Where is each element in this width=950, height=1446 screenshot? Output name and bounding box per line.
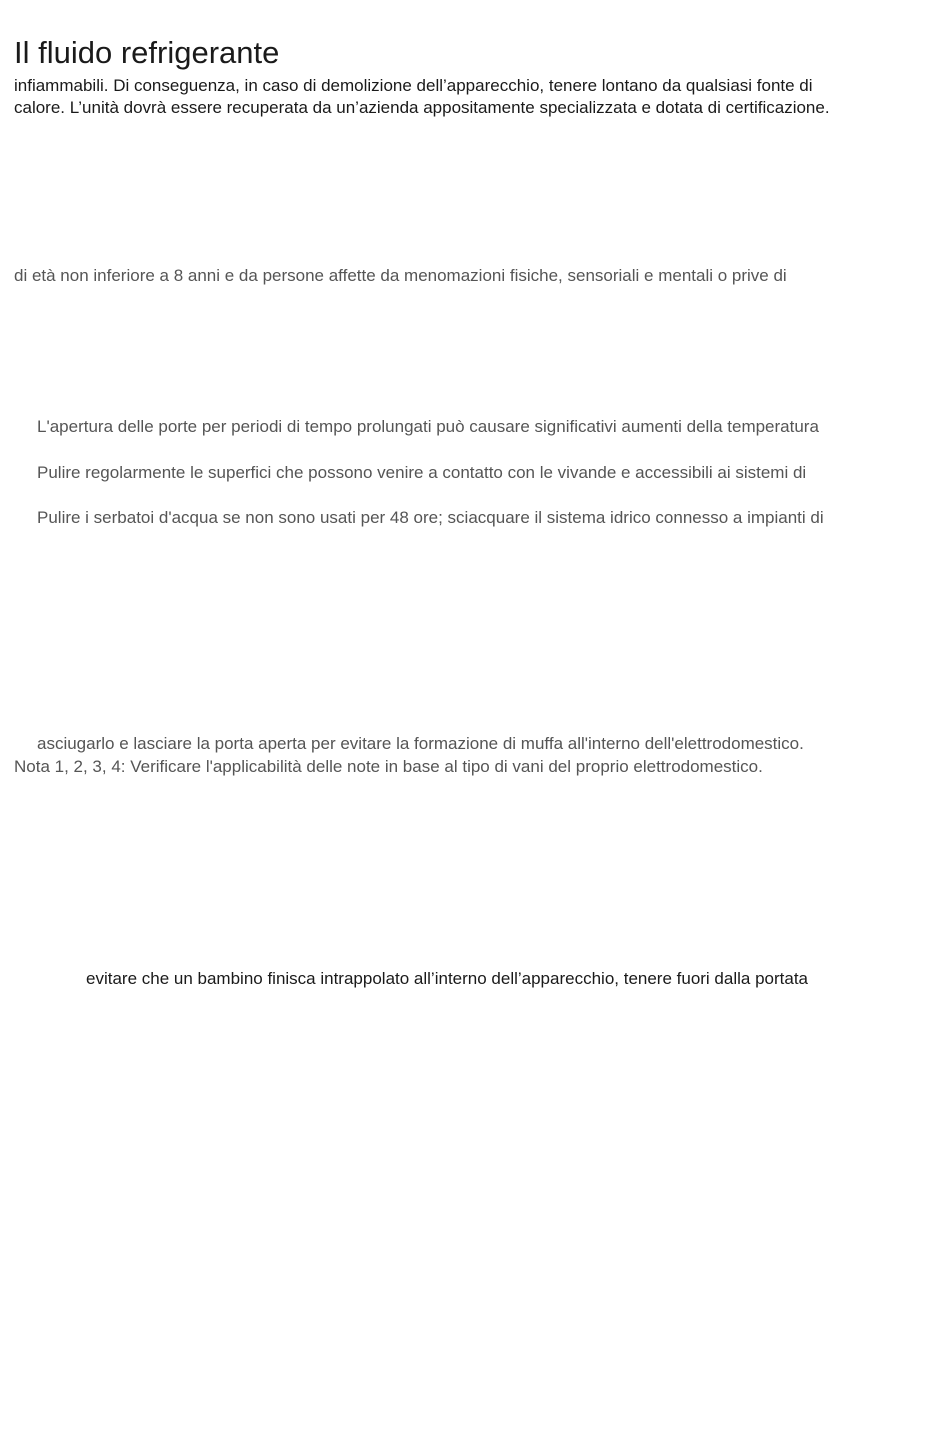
age-requirement-line: di età non inferiore a 8 anni e da persone affette da menomazioni fisiche, sensoriali e mentali o prive di <box>14 266 787 285</box>
maintenance-line-water-tanks: Pulire i serbatoi d'acqua se non sono usati per 48 ore; sciacquare il sistema idrico connesso a impianti di <box>37 508 824 527</box>
child-safety-line: evitare che un bambino finisca intrappolato all’interno dell’apparecchio, tenere fuori dalla portata <box>86 969 809 988</box>
intro-line-2: calore. L’unità dovrà essere recuperata da un’azienda appositamente specializzata e dotata di certificazione. <box>14 98 830 117</box>
intro-line-1: infiammabili. Di conseguenza, in caso di demolizione dell’apparecchio, tenere lontano da qualsiasi fonte di <box>14 76 813 95</box>
maintenance-line-clean-surfaces: Pulire regolarmente le superfici che possono venire a contatto con le vivande e accessibili ai sistemi di <box>37 463 807 482</box>
maintenance-line-door: L'apertura delle porte per periodi di tempo prolungati può causare significativi aumenti della temperatura <box>37 417 819 436</box>
dry-and-open-door-line: asciugarlo e lasciare la porta aperta per evitare la formazione di muffa all'interno dell'elettrodomestico. <box>37 734 804 753</box>
page-title: Il fluido refrigerante <box>14 35 280 70</box>
note-line: Nota 1, 2, 3, 4: Verificare l'applicabilità delle note in base al tipo di vani del proprio elettrodomestico. <box>14 757 763 776</box>
